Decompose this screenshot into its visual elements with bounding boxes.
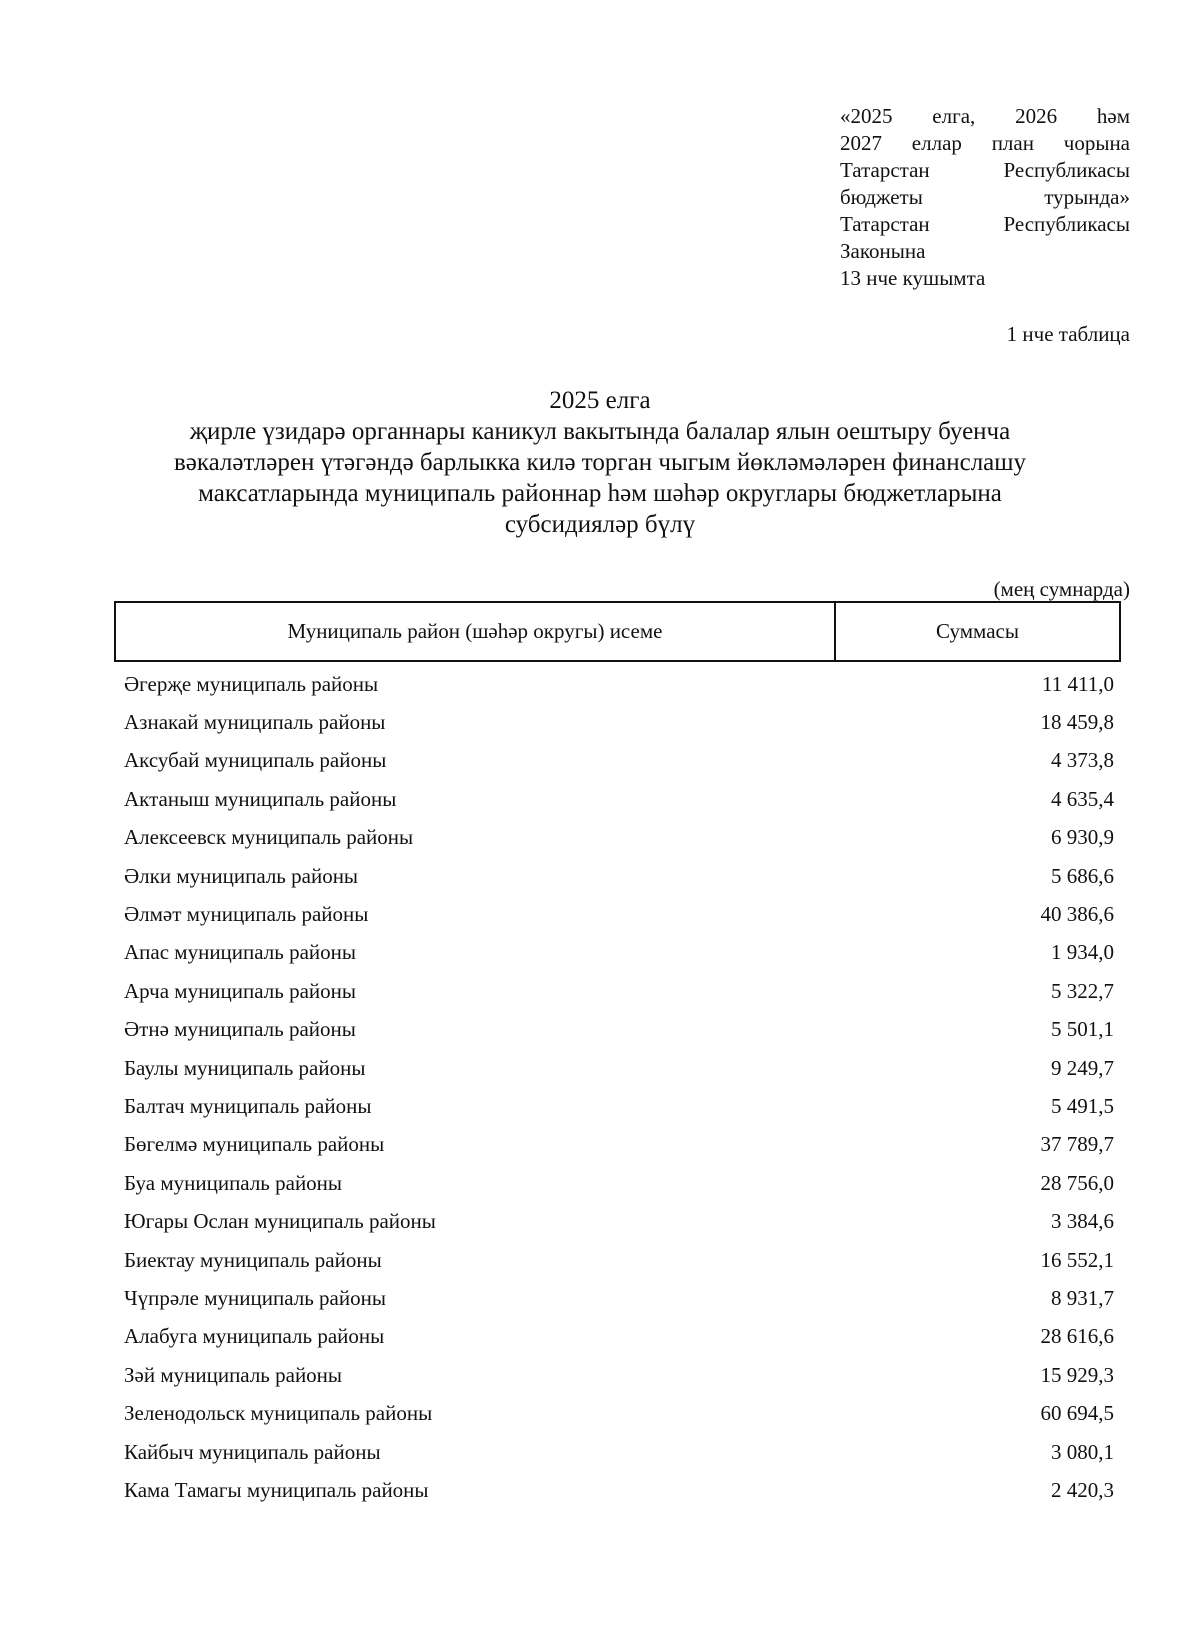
table-row bbox=[124, 1471, 1114, 1509]
table-row bbox=[124, 895, 1114, 933]
table-row bbox=[124, 1202, 1114, 1240]
district-name: Кама Тамагы муниципаль районы bbox=[124, 1477, 429, 1502]
subsidy-amount: 40 386,6 bbox=[1040, 902, 1114, 927]
district-name: Әтнә муниципаль районы bbox=[124, 1017, 356, 1042]
table-row bbox=[124, 1126, 1114, 1164]
district-name: Балтач муниципаль районы bbox=[124, 1093, 372, 1118]
table-row bbox=[124, 1011, 1114, 1049]
table-row bbox=[124, 819, 1114, 857]
subsidy-amount: 18 459,8 bbox=[1040, 710, 1114, 735]
subsidy-amount: 8 931,7 bbox=[1051, 1285, 1114, 1310]
table-row bbox=[124, 934, 1114, 972]
annex-line: Татарстан Республикасы bbox=[840, 212, 1130, 236]
district-name: Әлмәт муниципаль районы bbox=[124, 902, 369, 927]
district-name: Алабуга муниципаль районы bbox=[124, 1324, 385, 1349]
subsidy-amount: 5 491,5 bbox=[1051, 1093, 1114, 1118]
subsidy-amount: 3 384,6 bbox=[1051, 1209, 1114, 1234]
table-row bbox=[124, 665, 1114, 703]
annex-line: бюджеты турында» bbox=[840, 185, 1130, 209]
title-line: 2025 елга bbox=[549, 387, 651, 414]
district-name: Чүпрәле муниципаль районы bbox=[124, 1285, 386, 1310]
table-row bbox=[124, 780, 1114, 818]
subsidy-amount: 5 322,7 bbox=[1051, 978, 1114, 1003]
annex-note bbox=[840, 103, 1130, 292]
district-name: Кайбыч муниципаль районы bbox=[124, 1439, 381, 1464]
district-name: Азнакай муниципаль районы bbox=[124, 710, 386, 735]
subsidy-amount: 28 616,6 bbox=[1040, 1324, 1114, 1349]
title-line: максатларында муниципаль районнар һәм шәһәр округлары бюджетларына bbox=[198, 480, 1002, 507]
title-line: вәкаләтләрен үтәгәндә барлыкка килә торган чыгым йөкләмәләрен финанслашу bbox=[173, 449, 1027, 476]
table-row bbox=[124, 1241, 1114, 1279]
table-row bbox=[124, 1049, 1114, 1087]
table-row bbox=[124, 1394, 1114, 1432]
subsidy-amount: 4 373,8 bbox=[1051, 748, 1114, 773]
table-row bbox=[124, 1087, 1114, 1125]
district-name: Югары Ослан муниципаль районы bbox=[124, 1209, 436, 1234]
district-name: Әлки муниципаль районы bbox=[124, 863, 359, 888]
table-number: 1 нче таблица bbox=[1006, 322, 1130, 346]
header-amount-cell: Суммасы bbox=[936, 619, 1019, 643]
subsidy-amount: 37 789,7 bbox=[1040, 1132, 1114, 1157]
annex-line: Законына bbox=[840, 239, 926, 263]
subsidy-amount: 11 411,0 bbox=[1042, 671, 1114, 696]
table-header bbox=[114, 601, 1121, 662]
subsidy-amount: 60 694,5 bbox=[1040, 1401, 1114, 1426]
district-name: Алексеевск муниципаль районы bbox=[124, 825, 414, 850]
district-name: Актаныш муниципаль районы bbox=[124, 786, 397, 811]
district-name: Биектау муниципаль районы bbox=[124, 1247, 382, 1272]
table-row bbox=[124, 1164, 1114, 1202]
table-row bbox=[124, 1318, 1114, 1356]
subsidy-amount: 9 249,7 bbox=[1051, 1055, 1114, 1080]
annex-line: Татарстан Республикасы bbox=[840, 158, 1130, 182]
subsidy-amount: 5 686,6 bbox=[1051, 863, 1114, 888]
subsidy-amount: 5 501,1 bbox=[1051, 1017, 1114, 1042]
title-line: җирле үзидарә органнары каникул вакытында балалар ялын оештыру буенча bbox=[189, 418, 1011, 445]
table-row bbox=[124, 1356, 1114, 1394]
district-name: Әгерҗе муниципаль районы bbox=[124, 671, 379, 696]
district-name: Зәй муниципаль районы bbox=[124, 1362, 343, 1387]
title-line: субсидияләр бүлү bbox=[504, 511, 696, 538]
unit-note: (мең сумнарда) bbox=[993, 577, 1130, 601]
district-name: Арча муниципаль районы bbox=[124, 978, 356, 1003]
document-title bbox=[100, 385, 1100, 540]
subsidy-amount: 28 756,0 bbox=[1040, 1170, 1114, 1195]
table-row bbox=[124, 1433, 1114, 1471]
table-row bbox=[124, 1279, 1114, 1317]
district-name: Буа муниципаль районы bbox=[124, 1170, 343, 1195]
table-row bbox=[124, 703, 1114, 741]
district-name: Бөгелмә муниципаль районы bbox=[124, 1132, 385, 1157]
annex-line: «2025 елга, 2026 һәм bbox=[840, 104, 1130, 128]
annex-line: 13 нче кушымта bbox=[840, 266, 986, 290]
district-name: Апас муниципаль районы bbox=[124, 940, 356, 965]
district-name: Аксубай муниципаль районы bbox=[124, 748, 387, 773]
subsidy-amount: 16 552,1 bbox=[1040, 1247, 1114, 1272]
subsidy-amount: 1 934,0 bbox=[1051, 940, 1114, 965]
district-name: Зеленодольск муниципаль районы bbox=[124, 1401, 433, 1426]
district-name: Баулы муниципаль районы bbox=[124, 1055, 366, 1080]
subsidy-amount: 6 930,9 bbox=[1051, 825, 1114, 850]
table-row bbox=[124, 742, 1114, 780]
subsidy-amount: 2 420,3 bbox=[1051, 1477, 1114, 1502]
subsidy-amount: 3 080,1 bbox=[1051, 1439, 1114, 1464]
table-row bbox=[124, 857, 1114, 895]
subsidy-amount: 15 929,3 bbox=[1040, 1362, 1114, 1387]
annex-line: 2027 еллар план чорына bbox=[840, 131, 1130, 155]
header-name-cell: Муниципаль район (шәһәр округы) исеме bbox=[116, 603, 836, 660]
subsidy-amount: 4 635,4 bbox=[1051, 786, 1114, 811]
table-body bbox=[124, 665, 1114, 1510]
table-row bbox=[124, 972, 1114, 1010]
